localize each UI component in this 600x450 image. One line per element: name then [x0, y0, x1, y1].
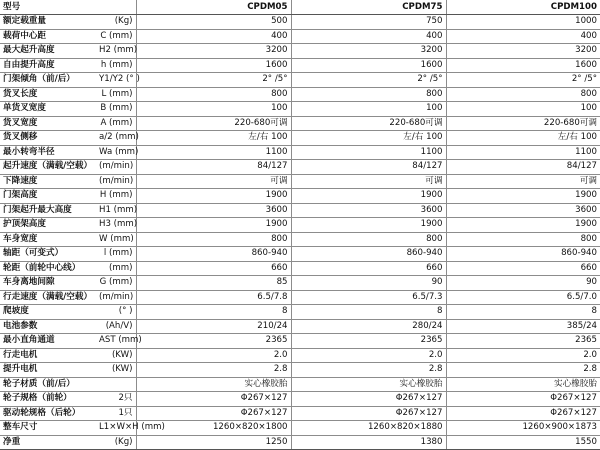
spec-value-cpdm75: 实心橡胶胎 [291, 377, 446, 392]
spec-row [0, 334, 600, 349]
spec-name: 净重 [0, 435, 96, 450]
spec-name: 门架高度 [0, 189, 96, 204]
spec-value-cpdm100: 1600 [446, 58, 600, 73]
spec-name: 最大起升高度 [0, 44, 96, 59]
spec-value-cpdm100: 3200 [446, 44, 600, 59]
spec-value-cpdm100: 400 [446, 29, 600, 44]
spec-value-cpdm100: 1550 [446, 435, 600, 450]
spec-value-cpdm100: 800 [446, 87, 600, 102]
spec-value-cpdm75: 750 [291, 15, 446, 30]
spec-value-cpdm05: 2365 [136, 334, 291, 349]
spec-value-cpdm05: 660 [136, 261, 291, 276]
spec-unit: L (mm) [96, 87, 136, 102]
spec-value-cpdm100: 2365 [446, 334, 600, 349]
spec-row [0, 145, 600, 160]
spec-value-cpdm05: 2.8 [136, 363, 291, 378]
spec-value-cpdm100: 1000 [446, 15, 600, 30]
spec-value-cpdm05: 左/右 100 [136, 131, 291, 146]
spec-row [0, 319, 600, 334]
spec-value-cpdm100: 90 [446, 276, 600, 291]
spec-value-cpdm100: 385/24 [446, 319, 600, 334]
spec-row [0, 116, 600, 131]
spec-row [0, 102, 600, 117]
spec-value-cpdm100: 1100 [446, 145, 600, 160]
spec-value-cpdm05: 1900 [136, 189, 291, 204]
spec-name: 货叉侧移 [0, 131, 96, 146]
spec-name: 轮子材质（前/后） [0, 377, 96, 392]
spec-value-cpdm05: 2° /5° [136, 73, 291, 88]
spec-value-cpdm75: 84/127 [291, 160, 446, 175]
spec-unit: h (mm) [96, 58, 136, 73]
spec-unit: l (mm) [96, 247, 136, 262]
spec-value-cpdm75: 2365 [291, 334, 446, 349]
spec-value-cpdm100: 2° /5° [446, 73, 600, 88]
model-header-cpdm100: CPDM100 [446, 0, 600, 15]
spec-unit: H2 (mm) [96, 44, 136, 59]
spec-value-cpdm75: 可调 [291, 174, 446, 189]
spec-value-cpdm75: 800 [291, 87, 446, 102]
spec-value-cpdm05: 可调 [136, 174, 291, 189]
spec-value-cpdm100: 2.0 [446, 348, 600, 363]
spec-value-cpdm05: 实心橡胶胎 [136, 377, 291, 392]
header-label: 型号 [0, 0, 96, 15]
spec-value-cpdm05: 85 [136, 276, 291, 291]
spec-name: 额定载重量 [0, 15, 96, 30]
spec-unit: AST (mm) [96, 334, 136, 349]
header-row [0, 0, 600, 15]
spec-unit: G (mm) [96, 276, 136, 291]
spec-row [0, 73, 600, 88]
spec-value-cpdm05: 3600 [136, 203, 291, 218]
spec-name: 轴距（可变式） [0, 247, 96, 262]
spec-name: 最小直角通道 [0, 334, 96, 349]
spec-value-cpdm05: 1260×820×1800 [136, 421, 291, 436]
spec-row [0, 160, 600, 175]
spec-unit: (mm) [96, 261, 136, 276]
header-unit-cell [96, 0, 136, 15]
spec-unit: H3 (mm) [96, 218, 136, 233]
spec-value-cpdm75: 1900 [291, 218, 446, 233]
spec-value-cpdm100: 3600 [446, 203, 600, 218]
spec-value-cpdm05: 1900 [136, 218, 291, 233]
spec-value-cpdm05: 800 [136, 232, 291, 247]
spec-unit: (KW) [96, 348, 136, 363]
spec-value-cpdm75: 660 [291, 261, 446, 276]
spec-unit: B (mm) [96, 102, 136, 117]
spec-value-cpdm05: 8 [136, 305, 291, 320]
spec-value-cpdm100: 660 [446, 261, 600, 276]
spec-unit: (KW) [96, 363, 136, 378]
spec-value-cpdm100: Φ267×127 [446, 392, 600, 407]
spec-value-cpdm05: 800 [136, 87, 291, 102]
spec-unit: Y1/Y2 (° ) [96, 73, 136, 88]
spec-name: 行走速度（满载/空载） [0, 290, 96, 305]
spec-value-cpdm05: 1250 [136, 435, 291, 450]
spec-value-cpdm75: 400 [291, 29, 446, 44]
spec-value-cpdm05: 210/24 [136, 319, 291, 334]
spec-row [0, 87, 600, 102]
spec-value-cpdm75: 1900 [291, 189, 446, 204]
spec-value-cpdm100: 1900 [446, 218, 600, 233]
spec-row [0, 174, 600, 189]
spec-value-cpdm05: 860-940 [136, 247, 291, 262]
spec-row [0, 29, 600, 44]
spec-unit: A (mm) [96, 116, 136, 131]
spec-value-cpdm05: Φ267×127 [136, 406, 291, 421]
spec-name: 车身宽度 [0, 232, 96, 247]
spec-value-cpdm75: 220-680可调 [291, 116, 446, 131]
spec-row [0, 247, 600, 262]
spec-value-cpdm100: 84/127 [446, 160, 600, 175]
spec-unit: Wa (mm) [96, 145, 136, 160]
spec-value-cpdm75: 280/24 [291, 319, 446, 334]
spec-value-cpdm100: 可调 [446, 174, 600, 189]
spec-value-cpdm05: 220-680可调 [136, 116, 291, 131]
spec-unit: H1 (mm) [96, 203, 136, 218]
spec-row [0, 218, 600, 233]
spec-value-cpdm75: 8 [291, 305, 446, 320]
spec-value-cpdm05: 6.5/7.8 [136, 290, 291, 305]
spec-value-cpdm75: 左/右 100 [291, 131, 446, 146]
spec-row [0, 290, 600, 305]
spec-row [0, 276, 600, 291]
spec-unit: W (mm) [96, 232, 136, 247]
spec-unit: (Ah/V) [96, 319, 136, 334]
spec-value-cpdm05: 100 [136, 102, 291, 117]
spec-value-cpdm75: 90 [291, 276, 446, 291]
spec-value-cpdm75: 1260×820×1880 [291, 421, 446, 436]
spec-row [0, 305, 600, 320]
spec-row [0, 392, 600, 407]
spec-value-cpdm05: Φ267×127 [136, 392, 291, 407]
spec-value-cpdm75: 1100 [291, 145, 446, 160]
model-header-cpdm75: CPDM75 [291, 0, 446, 15]
spec-value-cpdm100: 860-940 [446, 247, 600, 262]
spec-unit: (° ) [96, 305, 136, 320]
spec-unit: (Kg) [96, 435, 136, 450]
spec-value-cpdm100: 左/右 100 [446, 131, 600, 146]
spec-unit: 2只 [96, 392, 136, 407]
spec-row [0, 58, 600, 73]
spec-row [0, 421, 600, 436]
spec-row [0, 363, 600, 378]
spec-value-cpdm100: 2.8 [446, 363, 600, 378]
spec-name: 爬坡度 [0, 305, 96, 320]
spec-value-cpdm75: 1380 [291, 435, 446, 450]
spec-row [0, 377, 600, 392]
spec-value-cpdm05: 3200 [136, 44, 291, 59]
spec-row [0, 406, 600, 421]
spec-unit [96, 377, 136, 392]
spec-value-cpdm100: 1260×900×1873 [446, 421, 600, 436]
spec-name: 起升速度（满载/空载） [0, 160, 96, 175]
spec-name: 自由提升高度 [0, 58, 96, 73]
spec-name: 轮距（前轮中心线） [0, 261, 96, 276]
spec-value-cpdm100: 实心橡胶胎 [446, 377, 600, 392]
spec-value-cpdm75: 100 [291, 102, 446, 117]
spec-name: 护顶架高度 [0, 218, 96, 233]
spec-row [0, 15, 600, 30]
spec-name: 载荷中心距 [0, 29, 96, 44]
spec-name: 下降速度 [0, 174, 96, 189]
spec-value-cpdm100: 220-680可调 [446, 116, 600, 131]
spec-value-cpdm75: 800 [291, 232, 446, 247]
spec-value-cpdm100: 6.5/7.0 [446, 290, 600, 305]
spec-name: 车身离地间隙 [0, 276, 96, 291]
spec-name: 货叉长度 [0, 87, 96, 102]
spec-row [0, 232, 600, 247]
spec-value-cpdm75: Φ267×127 [291, 392, 446, 407]
spec-name: 整车尺寸 [0, 421, 96, 436]
spec-value-cpdm75: Φ267×127 [291, 406, 446, 421]
spec-value-cpdm75: 3600 [291, 203, 446, 218]
spec-unit: 1只 [96, 406, 136, 421]
spec-value-cpdm05: 84/127 [136, 160, 291, 175]
spec-row [0, 189, 600, 204]
spec-value-cpdm75: 2.8 [291, 363, 446, 378]
spec-name: 轮子规格（前轮） [0, 392, 96, 407]
spec-name: 单货叉宽度 [0, 102, 96, 117]
spec-name: 门架起升最大高度 [0, 203, 96, 218]
spec-unit: (m/min) [96, 160, 136, 175]
spec-value-cpdm75: 1600 [291, 58, 446, 73]
spec-row [0, 435, 600, 450]
model-header-cpdm05: CPDM05 [136, 0, 291, 15]
spec-name: 门架倾角（前/后） [0, 73, 96, 88]
spec-unit: H (mm) [96, 189, 136, 204]
spec-value-cpdm75: 6.5/7.3 [291, 290, 446, 305]
spec-unit: (Kg) [96, 15, 136, 30]
spec-unit: L1×W×H (mm) [96, 421, 136, 436]
spec-row [0, 44, 600, 59]
spec-name: 电池参数 [0, 319, 96, 334]
spec-unit: (m/min) [96, 290, 136, 305]
spec-row [0, 348, 600, 363]
spec-value-cpdm75: 3200 [291, 44, 446, 59]
spec-row [0, 131, 600, 146]
spec-name: 货叉宽度 [0, 116, 96, 131]
spec-value-cpdm100: 100 [446, 102, 600, 117]
spec-value-cpdm100: 800 [446, 232, 600, 247]
spec-value-cpdm75: 2.0 [291, 348, 446, 363]
spec-value-cpdm100: 1900 [446, 189, 600, 204]
spec-name: 行走电机 [0, 348, 96, 363]
spec-name: 最小转弯半径 [0, 145, 96, 160]
spec-value-cpdm05: 500 [136, 15, 291, 30]
spec-value-cpdm100: Φ267×127 [446, 406, 600, 421]
spec-value-cpdm05: 1100 [136, 145, 291, 160]
spec-value-cpdm05: 400 [136, 29, 291, 44]
spec-row [0, 203, 600, 218]
spec-value-cpdm100: 8 [446, 305, 600, 320]
spec-unit: a/2 (mm) [96, 131, 136, 146]
spec-name: 提升电机 [0, 363, 96, 378]
spec-value-cpdm05: 2.0 [136, 348, 291, 363]
spec-name: 驱动轮规格（后轮） [0, 406, 96, 421]
spec-value-cpdm05: 1600 [136, 58, 291, 73]
spec-unit: (m/min) [96, 174, 136, 189]
spec-unit: C (mm) [96, 29, 136, 44]
spec-row [0, 261, 600, 276]
spec-value-cpdm75: 860-940 [291, 247, 446, 262]
spec-value-cpdm75: 2° /5° [291, 73, 446, 88]
